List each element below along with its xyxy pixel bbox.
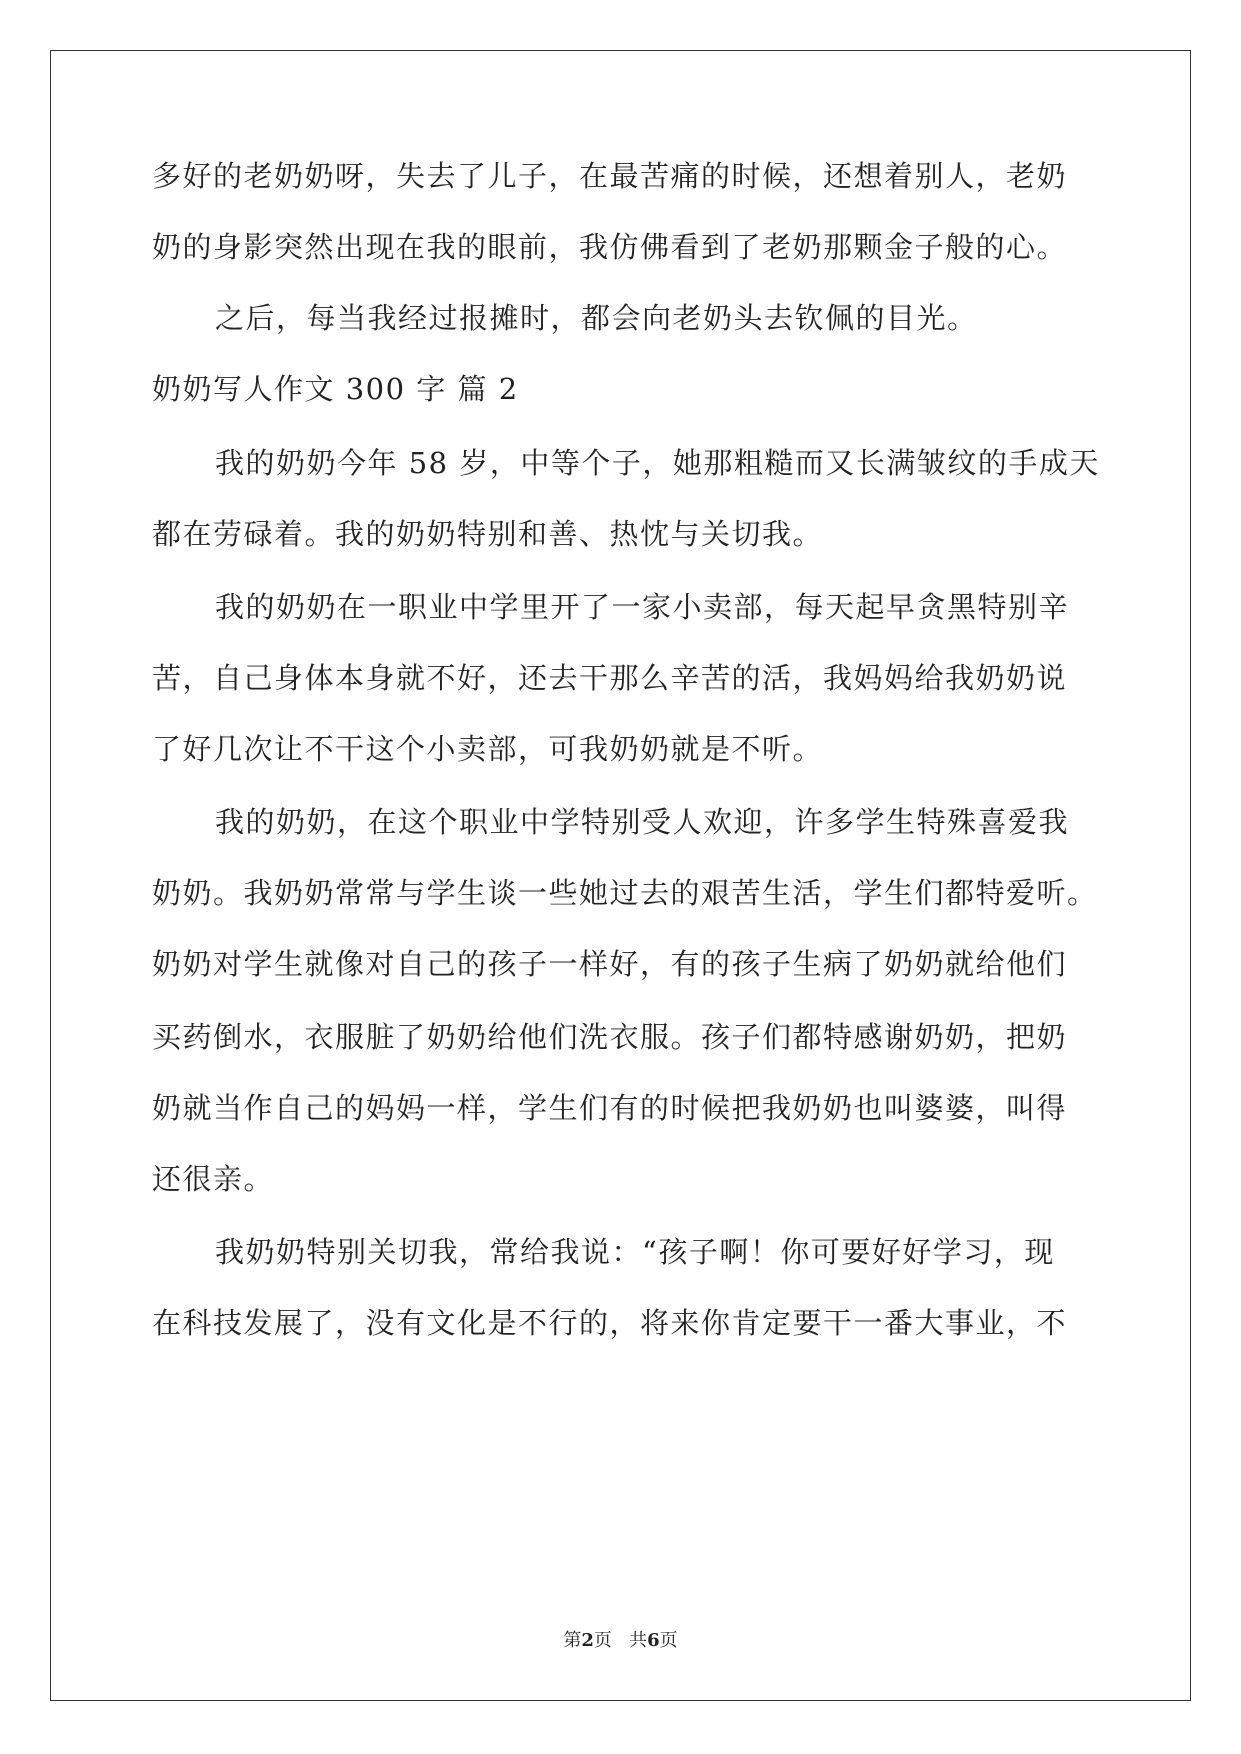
body-line: 我的奶奶今年 58 岁，中等个子，她那粗糙而又长满皱纹的手成天 — [215, 446, 1100, 480]
page-prefix: 第 — [563, 1630, 582, 1651]
body-line: 奶奶对学生就像对自己的孩子一样好，有的孩子生病了奶奶就给他们 — [152, 947, 1068, 981]
body-line: 奶的身影突然出现在我的眼前，我仿佛看到了老奶那颗金子般的心。 — [152, 230, 1068, 264]
body-line: 我奶奶特别关切我，常给我说：“孩子啊！你可要好好学习，现 — [215, 1235, 1055, 1269]
body-line: 买药倒水，衣服脏了奶奶给他们洗衣服。孩子们都特感谢奶奶，把奶 — [152, 1020, 1068, 1054]
body-line: 多好的老奶奶呀，失去了儿子，在最苦痛的时候，还想着别人，老奶 — [152, 159, 1068, 193]
total-suffix: 页 — [659, 1630, 678, 1651]
body-line: 苦，自己身体本身就不好，还去干那么辛苦的活，我妈妈给我奶奶说 — [152, 661, 1068, 695]
body-line: 了好几次让不干这个小卖部，可我奶奶就是不听。 — [152, 732, 824, 766]
section-heading: 奶奶写人作文 300 字 篇 2 — [152, 372, 519, 406]
body-line: 之后，每当我经过报摊时，都会向老奶头去钦佩的目光。 — [215, 301, 978, 335]
body-line: 奶就当作自己的妈妈一样，学生们有的时候把我奶奶也叫婆婆，叫得 — [152, 1091, 1068, 1125]
body-line: 奶奶。我奶奶常常与学生谈一些她过去的艰苦生活，学生们都特爱听。 — [152, 876, 1098, 910]
total-pages: 6 — [647, 1630, 660, 1651]
page-suffix: 页 — [593, 1630, 612, 1651]
body-line: 在科技发展了，没有文化是不行的，将来你肯定要干一番大事业，不 — [152, 1306, 1068, 1340]
body-line: 还很亲。 — [152, 1162, 275, 1196]
total-prefix: 共 — [629, 1630, 648, 1651]
page-footer — [0, 1629, 1241, 1653]
body-line: 都在劳碌着。我的奶奶特别和善、热忱与关切我。 — [152, 517, 824, 551]
body-line: 我的奶奶，在这个职业中学特别受人欢迎，许多学生特殊喜爱我 — [215, 805, 1070, 839]
page-number: 2 — [581, 1630, 594, 1651]
body-line: 我的奶奶在一职业中学里开了一家小卖部，每天起早贪黑特别辛 — [215, 590, 1070, 624]
